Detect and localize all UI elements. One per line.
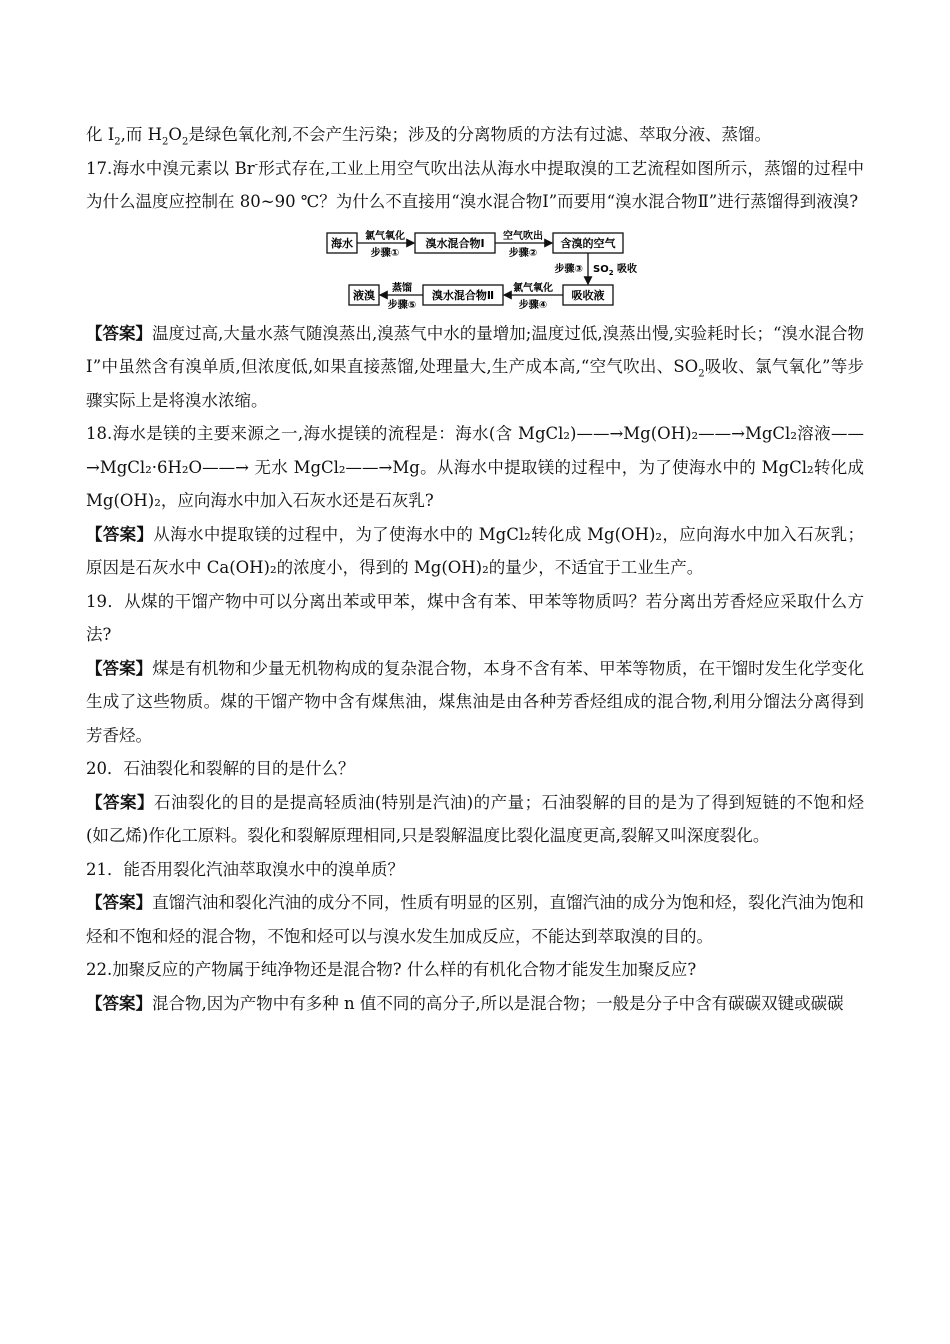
box-air-label: 含溴的空气 [560, 236, 616, 250]
q21-answer: 【答案】直馏汽油和裂化汽油的成分不同，性质有明显的区别，直馏汽油的成分为饱和烃，裂化汽油为饱和烃和不饱和烃的混合物，不饱和烃可以与溴水发生加成反应，不能达到萃取溴的目的。 [86, 893, 865, 946]
arrow-step3-left: 步骤③ [554, 263, 583, 275]
arrow-step4-top: 氯气氧化 [513, 282, 553, 294]
q22-answer: 【答案】混合物,因为产物中有多种 n 值不同的高分子,所以是混合物；一般是分子中含有碳碳双键或碳碳 [86, 993, 844, 1013]
arrow-step1-top: 氯气氧化 [365, 230, 405, 242]
q20-question: 20．石油裂化和裂解的目的是什么？ [86, 759, 355, 778]
arrow-step5-bottom: 步骤⑤ [387, 299, 417, 311]
answer-tag: 【答案】 [86, 893, 153, 912]
arrow-step5-top: 蒸馏 [392, 282, 412, 294]
q17-question: 17.海水中溴元素以 Br-形式存在,工业上用空气吹出法从海水中提取溴的工艺流程如图所示，蒸馏的过程中为什么温度应控制在 80~90 ℃？为什么不直接用“溴水混合物Ⅰ”而要用“溴水混合物Ⅱ”进行蒸馏得到液溴? [86, 158, 864, 211]
q18-question: 18.海水是镁的主要来源之一,海水提镁的流程是：海水(含 MgCl₂)——→Mg(OH)₂——→MgCl₂溶液——→MgCl₂·6H₂O——→ 无水 MgCl₂——→Mg。从海水中提取镁的过程中，为了使海水中的 MgCl₂转化成Mg(OH)₂，应向海水中加入石灰水还是石灰乳? [86, 424, 864, 510]
answer-tag: 【答案】 [86, 658, 153, 678]
box-absorb-label: 吸收液 [571, 288, 605, 302]
q18-answer: 【答案】从海水中提取镁的过程中，为了使海水中的 MgCl₂转化成 Mg(OH)₂，应向海水中加入石灰乳；原因是石灰水中 Ca(OH)₂的浓度小，得到的 Mg(OH)₂的量少，不适宜于工业生产。 [86, 524, 865, 577]
q22-question: 22.加聚反应的产物属于纯净物还是混合物? 什么样的有机化合物才能发生加聚反应? [86, 960, 697, 979]
q16-answer-tail: 化 $I_2$,而 $H_2O_2$是绿色氧化剂,不会产生污染；涉及的分离物质的方法有过滤、萃取分液、蒸馏。 [86, 125, 772, 148]
arrow-step4-bottom: 步骤④ [518, 299, 548, 311]
q20-answer: 【答案】石油裂化的目的是提高轻质油(特别是汽油)的产量；石油裂解的目的是为了得到短链的不饱和烃(如乙烯)作化工原料。裂化和裂解原理相同,只是裂解温度比裂化温度更高,裂解又叫深度裂化。 [86, 792, 865, 845]
arrow-step2-top: 空气吹出 [503, 230, 543, 242]
flow-svg [325, 227, 638, 311]
box-mix2-label: 溴水混合物Ⅱ [431, 288, 495, 302]
q21-question: 21．能否用裂化汽油萃取溴水中的溴单质？ [86, 859, 404, 879]
q19-answer: 【答案】煤是有机物和少量无机物构成的复杂混合物，本身不含有苯、甲苯等物质，在干馏时发生化学变化生成了这些物质。煤的干馏产物中含有煤焦油，煤焦油是由各种芳香烃组成的混合物,利用分馏法分离得到芳香烃。 [86, 658, 865, 745]
arrow-step3-right: $SO_2$ 吸收 [593, 263, 638, 277]
answer-tag: 【答案】 [86, 524, 154, 544]
arrow-step2-bottom: 步骤② [508, 247, 538, 259]
box-mix1-label: 溴水混合物Ⅰ [425, 236, 485, 250]
bromine-flow-diagram [86, 227, 864, 311]
answer-tag: 【答案】 [86, 792, 154, 812]
q19-question: 19．从煤的干馏产物中可以分离出苯或甲苯，煤中含有苯、甲苯等物质吗？若分离出芳香烃应采取什么方法? [86, 591, 864, 644]
document-page [86, 118, 864, 1020]
box-liquid-label: 液溴 [353, 288, 375, 302]
arrow-step1-bottom: 步骤① [370, 247, 400, 259]
box-seawater-label: 海水 [331, 236, 353, 250]
answer-tag: 【答案】 [86, 993, 152, 1013]
answer-tag: 【答案】 [86, 323, 153, 343]
q17-answer: 【答案】温度过高,大量水蒸气随溴蒸出,溴蒸气中水的量增加;温度过低,溴蒸出慢,实验耗时长；“溴水混合物Ⅰ”中虽然含有溴单质,但浓度低,如果直接蒸馏,处理量大,生产成本高,“空气吹出、$SO_2$吸收、氯气氧化”等步骤实际上是将溴水浓缩。 [86, 323, 864, 410]
